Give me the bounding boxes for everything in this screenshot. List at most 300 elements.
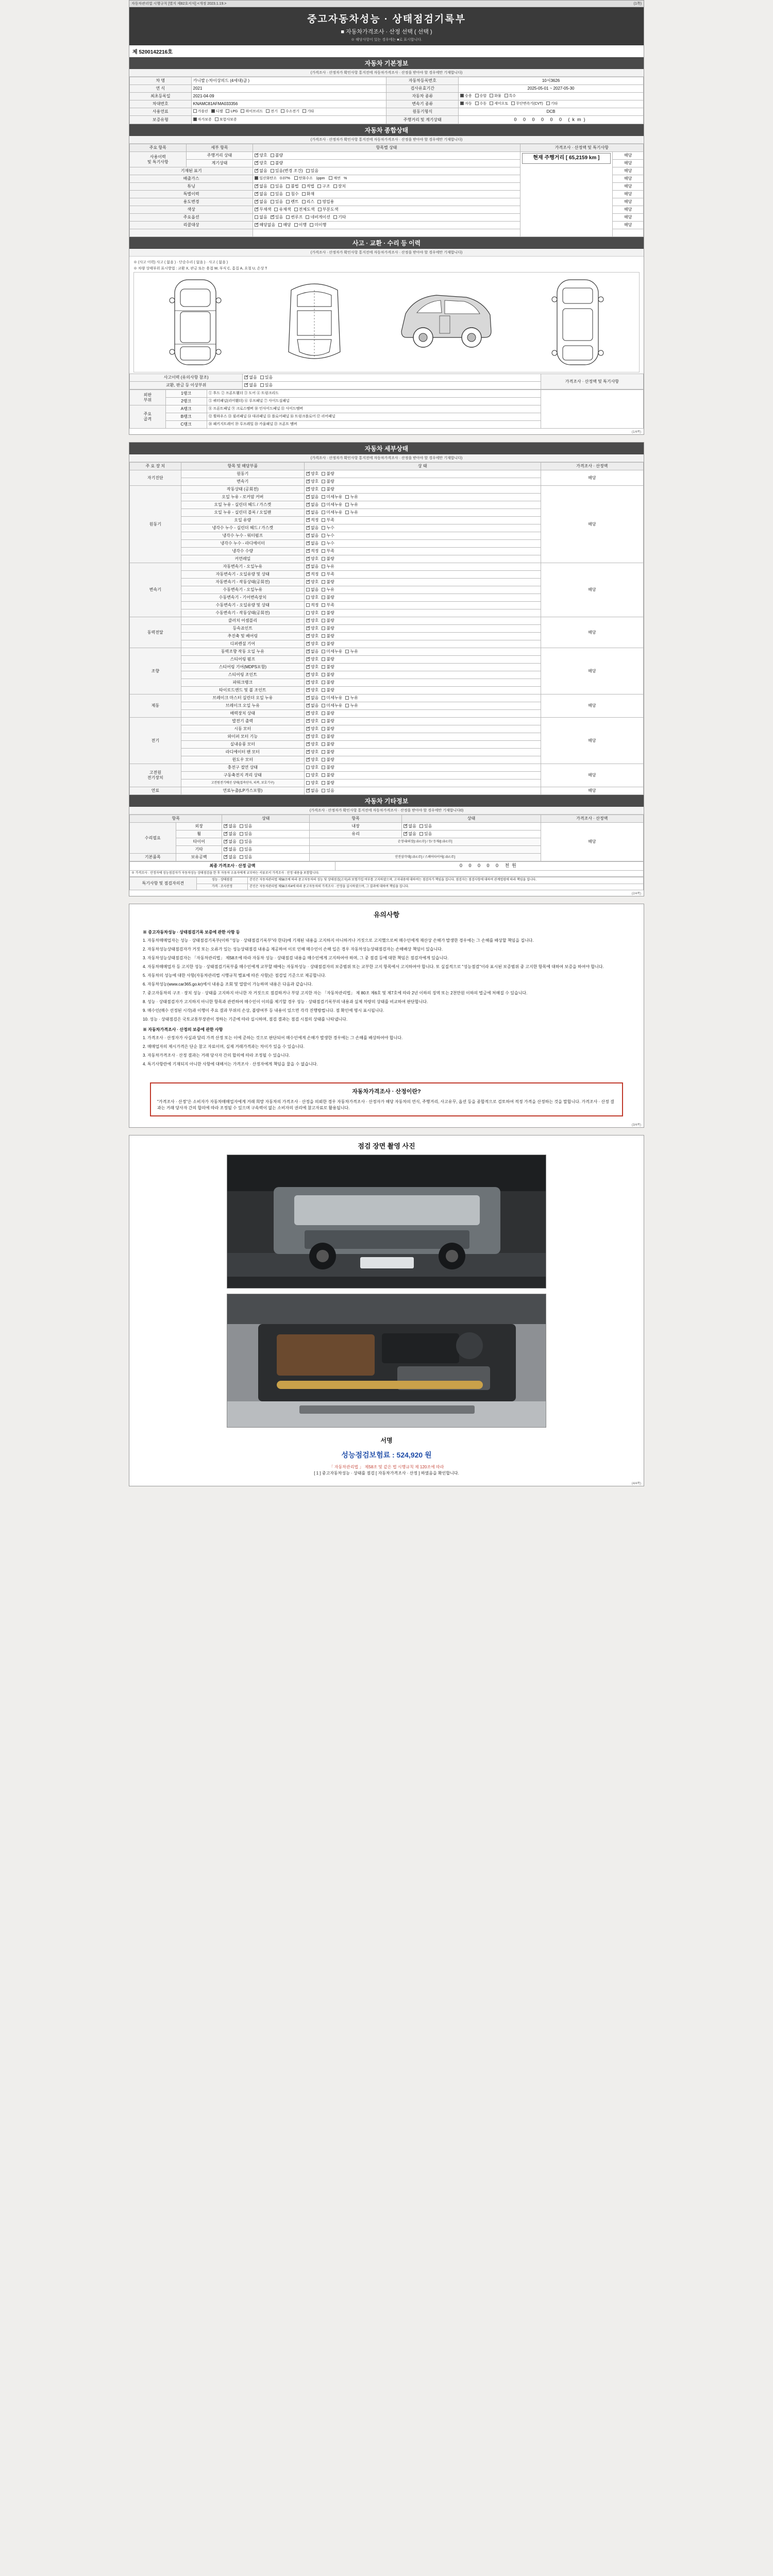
etc-col-item2: 항목 — [309, 815, 401, 823]
detail-state-table — [129, 462, 644, 795]
label-reg-no: 자동차등록번호 — [386, 77, 459, 85]
rank-c: C랭크 — [165, 421, 207, 429]
state-steering-gear: ✓ 양호 불량 — [304, 664, 541, 671]
state-cool-radiator: ✓ 없음 누수 — [304, 540, 541, 548]
state-exchange-parts: ✓ 없음 있음 — [243, 382, 541, 389]
section-overall-title: 자동차 종합상태 — [129, 124, 644, 136]
photo-engine-image — [227, 1294, 546, 1428]
row-state-meter: ✓ 양호 불량 — [253, 160, 520, 167]
rank-2: 2랭크 — [165, 398, 207, 405]
row-label-special: 특별이력 — [130, 191, 253, 198]
item-charge-port: 충전구 절연 상태 — [181, 764, 304, 772]
section-basic-sub: (가격조사 · 산정자가 확인사항 통지전에 자동차가격조사 · 산정을 받아야 할 경우에만 기재합니다) — [129, 69, 644, 77]
fee-label: 성능점검보험료 : — [341, 1450, 395, 1459]
row-label-color: 색상 — [130, 206, 253, 214]
section-accident-title: 사고 · 교환 · 수리 등 이력 — [129, 237, 644, 249]
label-fuel: 사용연료 — [130, 108, 192, 116]
item-battery-isolation: 구동축전지 격리 상태 — [181, 772, 304, 779]
item-starter: 시동 모터 — [181, 725, 304, 733]
row-state-special: ✓ 없음 있음 침수 화재 — [253, 191, 520, 198]
state-window-motor: ✓ 양호 불량 — [304, 756, 541, 764]
state-power-crank: ✓ 양호 불량 — [304, 679, 541, 687]
table-row — [130, 470, 644, 478]
notice-item: 4. 자동차매매업자 등 고지한 성능 · 상태점검기록부를 매수인에게 교부할 때에는 자동차성능 · 상태점검자의 보증범위 또는 교부한 고지 항목에서 고지하여야 합니다. 또 실질적으로 "성능점검"이라 표시된 보증범위 중 고지한 항목에 대하여 보증을 하여야 합니다. — [143, 964, 604, 969]
state-steering-pump: ✓ 양호 불량 — [304, 656, 541, 664]
price-definition-body: "가격조사 · 산정"은 소비자가 자동차매매업자에게 거래 희망 자동차의 가격조사 · 산정을 의뢰한 경우 자동차가격조사 · 산정자가 해당 자동차의 연식, 주행거리, 사고유무, 옵션 등을 종합적으로 검토하여 적정 가격을 산정하는 것을 말합니다. 가격조사 · 산정 결과는 거래 당사자 간의 합의에 따라 조정될 수 있으며 구속력이 없는 소비자의 권리에 참고자료로 활용됩니다. — [157, 1099, 614, 1110]
final-price-amount: 0 0 0 0 0 천원 — [335, 862, 643, 870]
item-window-motor: 윈도우 모터 — [181, 756, 304, 764]
table-row — [130, 718, 644, 725]
table-row — [130, 486, 644, 494]
label-first-reg: 최초등록일 — [130, 93, 192, 100]
inspection-fee — [129, 1447, 644, 1463]
photo-engine — [227, 1294, 546, 1428]
etc-item-interior: 내장 — [309, 823, 401, 831]
docno-label: 제 — [132, 49, 138, 55]
item-mt-shift: 수동변속기 - 기어변속장치 — [181, 594, 304, 602]
car-rear-view-icon — [539, 275, 616, 370]
group-engine: 원동기 — [130, 486, 181, 563]
value-meter-digits: 0 0 0 0 0 0 (km) — [459, 116, 644, 124]
col-condition: 상 태 — [304, 463, 541, 470]
memo-flag-11 — [613, 229, 644, 237]
section-etc-sub: (가격조사 · 산정자가 확인사항 통지전에 자동차가격조사 · 산정을 받아야 할 경우에만 기재합니다0) — [129, 807, 644, 815]
table-row — [130, 764, 644, 772]
section-basic-title: 자동차 기본정보 — [129, 57, 644, 69]
etc-memo: 해당 — [541, 823, 643, 861]
memo-flag-6: 해당 — [613, 191, 644, 198]
state-clutch: ✓ 양호 불량 — [304, 617, 541, 625]
label-exchange-parts: 교환, 판금 등 이상부위 — [130, 382, 243, 389]
statement-key-performance: 성능 · 상태점검 — [196, 877, 248, 884]
item-alternator: 발전기 출력 — [181, 718, 304, 725]
item-tierod: 타이로드엔드 및 볼 조인트 — [181, 687, 304, 694]
item-engine-headgasket: 오일 누유 - 실린더 헤드 / 가스켓 — [181, 501, 304, 509]
row-state-color: ✓ 무채색 유채색 전체도색 부분도색 — [253, 206, 520, 214]
rank-1-parts: ① 후드 ② 프론트휀더 ③ 도어 ④ 트렁크리드 — [207, 390, 541, 398]
col-part: 항목 및 해당부품 — [181, 463, 304, 470]
row-state-mileage: ✓ 양호 불량 — [253, 152, 520, 160]
value-reg-no: 10서3626 — [459, 77, 644, 85]
item-engine-rockercover: 오일 누유 - 로커암 커버 — [181, 494, 304, 501]
group-basic-items: 기본품목 — [130, 854, 176, 861]
notice-sub-item: 2. 매매업자의 제시가격은 단순 참고 자료이며, 실제 거래가격과는 차이가 있을 수 있습니다. — [143, 1044, 305, 1049]
row-state-emission: 일산화탄소 0.07% 탄화수소 1ppm 매연 % — [253, 175, 520, 183]
statement-value-price: 본인은 자동차관리법 제58조의4에 따라 중고자동차의 가격조사 · 산정을 실시하였으며, 그 결과에 대하여 책임을 집니다. — [248, 884, 644, 890]
row-label-options: 주요옵션 — [130, 214, 253, 222]
microbar-left: 자동차관리법 시행규칙 [별지 제82호서식] <개정 2023.1.19.> — [131, 2, 227, 6]
rank-a-parts: ⑧ 프론트패널 ⑨ 크로스멤버 ⑩ 인사이드패널 ⑪ 사이드멤버 — [207, 405, 541, 413]
page-4-mark: (4/4쪽) — [631, 1482, 641, 1485]
footer-confirm-text: [ 1 ] 중고자동차성능 · 상태를 점검 [ 자동차가격조사 · 산정 ] 하였음을 확인합니다. — [314, 1470, 459, 1476]
page-1-mark: (1/4쪽) — [631, 431, 641, 434]
state-battery-isolation: 양호 불량 — [304, 772, 541, 779]
footer-law-text: 「 자동차관리법 」 제58조 및 같은 법 시행규칙 제 120조에 따라 — [329, 1464, 444, 1469]
state-cvjoint: ✓ 양호 불량 — [304, 625, 541, 633]
notice-item: 9. 매수인(매수 선정된 시각)과 이행이 주요 결과 부위의 손상, 불량여부 등 내용이 있으면 각각 진행방법니다. 점 확인에 명시 표시됩니다. — [143, 1008, 384, 1013]
page-3-mark: (3/4쪽) — [631, 1123, 641, 1127]
memo-flag-10: 해당 — [613, 222, 644, 229]
memo-flag-5: 해당 — [613, 183, 644, 191]
state-tierod: ✓ 양호 불량 — [304, 687, 541, 694]
value-fuel: 가솔린 디젤 LPG 하이브리드 전기 수소전기 기타 — [191, 108, 386, 116]
item-ps-leak: 동력조향 작동 오일 누유 — [181, 648, 304, 656]
group-brake: 제동 — [130, 694, 181, 718]
label-engine: 원동기형식 — [386, 108, 459, 116]
state-diffgear: ✓ 양호 불량 — [304, 640, 541, 648]
item-at-leak: 자동변속기 - 오일누유 — [181, 563, 304, 571]
row-label-blank — [130, 229, 253, 237]
accident-detail-table — [129, 389, 644, 429]
label-trans: 변속기 종류 — [386, 100, 459, 108]
table-row — [130, 374, 644, 382]
memo-flag-8: 해당 — [613, 206, 644, 214]
signature-statement-table — [129, 877, 644, 890]
car-side-view-icon — [394, 275, 497, 370]
row-label-usechange: 용도변경 — [130, 198, 253, 206]
table-row — [130, 108, 644, 116]
item-commonrail: 커먼레일 — [181, 555, 304, 563]
table-row — [130, 617, 644, 625]
notice-head-2: ※ 자동차가격조사 · 산정의 보증에 관한 사항 — [143, 1027, 223, 1032]
rank-a: A랭크 — [165, 405, 207, 413]
item-mt-leak: 수동변속기 - 오일누유 — [181, 586, 304, 594]
table-row — [130, 823, 644, 831]
final-price-note: ※ 가격조사 · 산정자에 성능점검자가 자동차성능 상태점검을 한 후 자동차 소유자에게 교부하는 서류로서 가격조사 · 산정 내용을 포함합니다. — [130, 870, 644, 877]
label-car-kind: 자동차 종류 — [386, 93, 459, 100]
state-engine-headgasket: ✓ 없음 미세누유 누유 — [304, 501, 541, 509]
item-at-oilqty: 자동변속기 - 오일유량 및 상태 — [181, 571, 304, 579]
state-at-idle: ✓ 양호 불량 — [304, 579, 541, 586]
memo-highvolt: 해당 — [541, 764, 643, 787]
state-mt-oilqty: 적정 부족 — [304, 602, 541, 609]
car-diagram — [133, 272, 640, 372]
memo-brake: 해당 — [541, 694, 643, 718]
item-wiper-motor: 와이퍼 모터 기능 — [181, 733, 304, 741]
table-row — [130, 870, 644, 877]
etc-state-glass: ✓ 없음 있음 — [402, 831, 541, 838]
col-main-device: 주 요 장 치 — [130, 463, 181, 470]
item-mt-idle: 수동변속기 - 작동상태(공회전) — [181, 609, 304, 617]
memo-flag-1: 해당 — [613, 152, 644, 160]
value-car-kind: 승용 승합 화물 특수 — [459, 93, 644, 100]
page-1 — [129, 0, 644, 435]
state-steering-joint: ✓ 양호 불량 — [304, 671, 541, 679]
table-row — [130, 152, 644, 160]
table-row — [130, 77, 644, 85]
value-year: 2021 — [191, 85, 386, 93]
item-self-trans: 변속기 — [181, 478, 304, 486]
notice-sub-item: 4. 특기사항란에 기재되지 아니한 사항에 대해서는 가격조사 · 산정자에게 책임을 물을 수 없습니다. — [143, 1062, 318, 1066]
etc-item-tire: 타이어 — [176, 838, 222, 846]
item-brake-oil: 브레이크 오일 누유 — [181, 702, 304, 710]
memo-flag-4: 해당 — [613, 175, 644, 183]
accident-line-1: ※ (사고 이력) 사고 ( 없음 ) · 단순수리 ( 없음 ) · 사고 ( 없음 ) — [133, 261, 228, 265]
section-overall-sub: (가격조사 · 산정자가 확인사항 통지전에 자동차가격조사 · 산정을 받아야 할 경우에만 기재합니다) — [129, 136, 644, 144]
state-engine-blockpan: ✓ 없음 미세누유 누유 — [304, 509, 541, 517]
notice-item: 2. 자동차성능상태점검자가 거짓 또는 오류가 있는 성능상태점검 내용을 제공하여 이로 인해 매수인이 손해 입은 경우 자동차성능상태점검자는 손해배상 책임이 있습니다. — [143, 947, 443, 952]
col-main: 주요 항목 — [130, 144, 187, 152]
etc-col-state2: 상태 — [402, 815, 541, 823]
rank-2-parts: ⑤ 쿼터패널(리어휀더) ⑥ 루프패널 ⑦ 사이드실패널 — [207, 398, 541, 405]
notice-item: 7. 중고자동차의 구조 · 장치 성능 · 상태를 고지하지 아니한 자 거짓으로 점검하거나 부당 고지한 자는 「자동차관리법」 제 80조 제6호 및 제7호에 따라 2년 이하의 징역 또는 2천만원 이하의 벌금에 처해질 수 있습니다. — [143, 991, 528, 995]
final-price-table — [129, 861, 644, 877]
rank-b-parts: ⑫ 휠하우스 ⑬ 필러패널 ⑭ 대쉬패널 ⑮ 플로어패널 ⑯ 트렁크플로어 ⑰ 리어패널 — [207, 413, 541, 421]
item-at-idle: 자동변속기 - 작동상태(공회전) — [181, 579, 304, 586]
accident-memo-label: 가격조사 · 산정액 및 특기사항 — [541, 374, 643, 389]
etc-item-blank — [309, 846, 541, 854]
accident-line-2: ※ 차량 상태부위 표시방법 : 교환 X, 판금 또는 용접 W, 부식 C, 흠집 A, 요철 U, 손상 T — [133, 267, 267, 271]
item-cool-waterpump: 냉각수 누수 - 워터펌프 — [181, 532, 304, 540]
item-self-engine: 원동기 — [181, 470, 304, 478]
etc-state-wheel: ✓ 없음 있음 — [222, 831, 309, 838]
row-sub-meter: 계기상태 — [186, 160, 253, 167]
col-memo: 가격조사 · 산정액 및 특기사항 — [520, 144, 643, 152]
row-state-options: 없음 ✓ 있음 썬루프 네비게이션 기타 — [253, 214, 520, 222]
state-at-leak: ✓ 없음 누유 — [304, 563, 541, 571]
state-mt-shift: 양호 불량 — [304, 594, 541, 602]
table-row — [130, 648, 644, 656]
state-self-engine: ✓ 양호 불량 — [304, 470, 541, 478]
notice-title: 유의사항 — [373, 911, 400, 919]
group-transmission: 변속기 — [130, 563, 181, 617]
etc-item-exterior: 외장 — [176, 823, 222, 831]
col-state: 항목별 상태 — [253, 144, 520, 152]
notice-sub-item: 3. 자동차가격조사 · 산정 결과는 거래 당사자 간의 합의에 따라 조정될 수 있습니다. — [143, 1053, 290, 1058]
item-clutch: 클러치 어셈블리 — [181, 617, 304, 625]
car-front-view-icon — [157, 275, 234, 370]
group-electric: 전기 — [130, 718, 181, 764]
memo-fuel: 해당 — [541, 787, 643, 795]
row-sub-mileage: 주행거리 상태 — [186, 152, 253, 160]
state-at-oilqty: ✓ 적정 부족 — [304, 571, 541, 579]
value-engine: DCB — [459, 108, 644, 116]
etc-item-triangle: 안전삼각대[□유/□무] / 스페어타이어[□유/□무] — [309, 854, 541, 861]
state-ps-leak: ✓ 없음 미세누유 누유 — [304, 648, 541, 656]
item-fuel-leak: 연료누출(LP가스포함) — [181, 787, 304, 795]
state-cool-waterpump: ✓ 없음 누수 — [304, 532, 541, 540]
table-row — [130, 100, 644, 108]
group-frame: 주요 골격 — [130, 405, 166, 429]
fee-value: 524,920 원 — [396, 1450, 432, 1459]
signature-title: 서명 — [380, 1436, 393, 1444]
state-mt-leak: 없음 누유 — [304, 586, 541, 594]
table-row — [130, 694, 644, 702]
row-label-tuning: 튜닝 — [130, 183, 253, 191]
page-subtitle: ■ 자동차가격조사 · 산정 선택 ( 선택 ) — [341, 29, 432, 35]
row-state-tuning: ✓ 없음 있음 불법 적법 구조 장치 — [253, 183, 520, 191]
item-steering-joint: 스티어링 조인트 — [181, 671, 304, 679]
etc-item-wheel: 휠 — [176, 831, 222, 838]
page-2 — [129, 442, 644, 896]
state-blower-motor: ✓ 양호 불량 — [304, 741, 541, 749]
accident-summary-table — [129, 374, 644, 389]
table-row — [130, 563, 644, 571]
value-first-reg: 2021-04-09 — [191, 93, 386, 100]
etc-col-memo: 가격조사 · 산정액 — [541, 815, 643, 823]
notice-item: 3. 자동차성능상태점검자는 「자동차관리법」 제58조에 따라 자동차 성능 · 상태점검 내용을 매수인에게 고지하여야 하며, 그 중 점검 등에 대한 책임은 점검자에게 있습니다. — [143, 956, 449, 960]
state-self-trans: ✓ 양호 불량 — [304, 478, 541, 486]
group-fuel: 연료 — [130, 787, 181, 795]
rank-c-parts: ⑱ 패키지트레이 ⑲ 루프레일 ⑳ 카울패널 ㉑ 프론트 멤버 — [207, 421, 541, 429]
notice-sub-item: 1. 가격조사 · 산정자가 사실과 달리 가격 산정 또는 이에 준하는 것으로 판단되어 매수인에게 손해가 발생한 경우에는 그 손해를 배상하여야 합니다. — [143, 1036, 403, 1040]
value-vin: KNAMC81AFMA033356 — [191, 100, 386, 108]
section-etc-title: 자동차 기타정보 — [129, 795, 644, 807]
col-price-memo: 가격조사 · 산정액 — [541, 463, 643, 470]
item-engine-oilqty: 오일 유량 — [181, 517, 304, 524]
etc-state-exterior: ✓ 없음 있음 — [222, 823, 309, 831]
state-driveshaft: ✓ 양호 불량 — [304, 633, 541, 640]
value-warranty: 자가보증 보험사보증 — [191, 116, 386, 124]
memo-flag-3: 해당 — [613, 167, 644, 175]
item-cool-headgasket: 냉각수 누수 - 실린더 헤드 / 가스켓 — [181, 524, 304, 532]
page-2-mark: (2/4쪽) — [631, 892, 641, 895]
item-cool-qty: 냉각수 수량 — [181, 548, 304, 555]
memo-steering: 해당 — [541, 648, 643, 694]
item-driveshaft: 추진축 및 베어링 — [181, 633, 304, 640]
row-label-emission: 배출가스 — [130, 175, 253, 183]
document-header — [129, 7, 644, 45]
state-engine-oilqty: ✓ 적정 부족 — [304, 517, 541, 524]
etc-state-interior: ✓ 없음 있음 — [402, 823, 541, 831]
photo-front-image — [227, 1155, 546, 1289]
state-engine-idle: ✓ 양호 불량 — [304, 486, 541, 494]
state-commonrail: ✓ 양호 불량 — [304, 555, 541, 563]
overall-table — [129, 144, 644, 237]
table-header-row — [130, 463, 644, 470]
group-powertrain: 동력전달 — [130, 617, 181, 648]
memo-flag-2: 해당 — [613, 160, 644, 167]
etc-item-genuine: 순정내/외장[□유/□무] / 등/ 등재/[□유/□무] — [309, 838, 541, 846]
state-brake-booster: ✓ 양호 불량 — [304, 710, 541, 718]
item-steering-pump: 스티어링 펌프 — [181, 656, 304, 664]
car-diagram-views — [136, 275, 637, 370]
etc-table — [129, 815, 644, 861]
rank-b: B랭크 — [165, 413, 207, 421]
label-warranty: 보증유형 — [130, 116, 192, 124]
etc-col-item: 항목 — [130, 815, 222, 823]
docno-value: 5200142216호 — [139, 49, 173, 55]
notice-item: 8. 성능 · 상태점검자가 고지하지 아니한 항목과 관련하여 매수인이 이의를 제기할 경우 성능 · 상태점검기록부의 내용과 실제 차량의 상태를 비교하여 판단합니다. — [143, 999, 428, 1004]
statement-label: 특기사항 및 점검자의견 — [130, 877, 197, 890]
table-row — [130, 93, 644, 100]
memo-flag-9: 해당 — [613, 214, 644, 222]
state-hv-wiring: 양호 불량 — [304, 779, 541, 787]
memo-engine: 해당 — [541, 486, 643, 563]
etc-state-spare: ✓ 없음 있음 — [222, 854, 309, 861]
photo-front — [227, 1155, 546, 1289]
price-definition-title: 자동차가격조사 · 산정이란? — [352, 1089, 421, 1095]
state-charge-port: 양호 불량 — [304, 764, 541, 772]
item-power-crank: 파워크랭크 — [181, 679, 304, 687]
state-starter: ✓ 양호 불량 — [304, 725, 541, 733]
label-vin: 차대번호 — [130, 100, 192, 108]
statement-value-performance: 본인은 자동차관리법 제58조에 따라 중고자동차의 성능 및 상태점검(고지)과 보험가입 여부를 고지하였으며, 고지내용에 대하여는 점검자가 책임을 집니다. 점검자는 점검사항에 대하여 관계법령에 따라 책임을 집니다. — [248, 877, 644, 884]
label-year: 연 식 — [130, 85, 192, 93]
value-insp-valid: 2025-05-01 ~ 2027-05-30 — [459, 85, 644, 93]
item-blower-motor: 실내송풍 모터 — [181, 741, 304, 749]
group-highvolt: 고전원 전기장치 — [130, 764, 181, 787]
etc-item-glass: 유리 — [309, 831, 401, 838]
item-engine-idle: 작동상태 (공회전) — [181, 486, 304, 494]
memo-self-diag: 해당 — [541, 470, 643, 486]
statement-key-price: 가격 · 조사산정 — [196, 884, 248, 890]
etc-state-tire: ✓ 없음 있음 — [222, 838, 309, 846]
item-steering-gear: 스티어링 기어(MDPS포함) — [181, 664, 304, 671]
table-row — [130, 862, 644, 870]
section-detail-title: 자동차 세부상태 — [129, 443, 644, 454]
notice-body — [129, 922, 644, 1077]
table-row — [130, 85, 644, 93]
overall-memo-cell — [520, 152, 612, 237]
label-car-name: 차 명 — [130, 77, 192, 85]
microbar — [129, 1, 644, 7]
car-top-view-icon — [276, 275, 353, 370]
etc-item-spare: 보유공백 — [176, 854, 222, 861]
item-hv-wiring: 고전원전기배선 상태(접속단자, 피복, 보호기구) — [181, 779, 304, 787]
memo-flag-7: 해당 — [613, 198, 644, 206]
accident-detail-memo — [541, 390, 643, 429]
row-state-blank — [253, 229, 520, 237]
section-accident-sub: (가격조사 · 산정자가 확인사항 통지전에 자동차가격조사 · 산정을 받아야 할 경우에만 기재합니다) — [129, 249, 644, 257]
row-state-usechange: ✓ 없음 있음 렌트 리스 영업용 — [253, 198, 520, 206]
row-state-marking: ✓ 없음 있음(변경 조건) 있음 — [253, 167, 520, 175]
state-radiator-fan: ✓ 양호 불량 — [304, 749, 541, 756]
etc-item-other: 기타 — [176, 846, 222, 854]
notice-item: 10. 성능 · 상태점검은 국토교통부장관이 정하는 기준에 따라 실시하며, 점검 결과는 점검 시점의 상태를 나타냅니다. — [143, 1017, 348, 1022]
item-diffgear: 디퍼렌셜 기어 — [181, 640, 304, 648]
notice-head-1: ※ 중고자동차성능 · 상태점검기록 보증에 관한 사항 등 — [143, 930, 240, 935]
group-self-diag: 자기진단 — [130, 470, 181, 486]
item-cvjoint: 등속죠인트 — [181, 625, 304, 633]
row-label-marking: 기재된 표기 — [130, 167, 253, 175]
state-cool-headgasket: ✓ 없음 누수 — [304, 524, 541, 532]
final-price-label: 최종 가격조사 · 산정 금액 — [130, 862, 335, 870]
state-wiper-motor: ✓ 양호 불량 — [304, 733, 541, 741]
etc-state-other: ✓ 없음 있음 — [222, 846, 309, 854]
label-meter: 주행거리 및 계기상태 — [386, 116, 459, 124]
state-fuel-leak: ✓ 없음 있음 — [304, 787, 541, 795]
etc-col-state: 상태 — [222, 815, 309, 823]
item-engine-blockpan: 오일 누유 - 실린더 블록 / 오일팬 — [181, 509, 304, 517]
item-brake-master: 브레이크 마스터 실린더 오일 누유 — [181, 694, 304, 702]
header-note: ※ 해당사항이 있는 경우에는 ■로 표시합니다. — [351, 38, 422, 42]
section-detail-sub: (가격조사 · 산정자가 확인사항 통지전에 자동차가격조사 · 산정을 받아야 할 경우에만 기재합니다) — [129, 454, 644, 462]
table-header-row — [130, 815, 644, 823]
microbar-right: (1쪽) — [633, 2, 642, 6]
row-state-recall: ✓ 해당없음 해당 이행 미이행 — [253, 222, 520, 229]
page-title: 중고자동차성능 · 상태점검기록부 — [307, 14, 466, 25]
table-row — [130, 116, 644, 124]
document-number-row — [129, 45, 644, 57]
memo-powertrain: 해당 — [541, 617, 643, 648]
page-3 — [129, 904, 644, 1128]
label-accident-history: 사고이력 (유의사항 참조) — [130, 374, 243, 382]
table-row — [130, 884, 644, 890]
notice-item: 5. 자동차의 성능에 대한 사항(자동차관리법 시행규칙 별표에 따른 사항)은 점검일 기준으로 제공합니다. — [143, 973, 326, 978]
group-steering: 조향 — [130, 648, 181, 694]
group-outer-panel: 외판 부위 — [130, 390, 166, 405]
accident-diagram-wrap — [129, 257, 644, 374]
rank-1: 1랭크 — [165, 390, 207, 398]
page-4 — [129, 1135, 644, 1486]
row-label-usage: 사용이력 및 특기사항 — [130, 152, 187, 167]
item-mt-oilqty: 수동변속기 - 오일유량 및 상태 — [181, 602, 304, 609]
table-row — [130, 877, 644, 884]
state-alternator: ✓ 양호 불량 — [304, 718, 541, 725]
item-radiator-fan: 라디에이터 팬 모터 — [181, 749, 304, 756]
table-row — [130, 787, 644, 795]
